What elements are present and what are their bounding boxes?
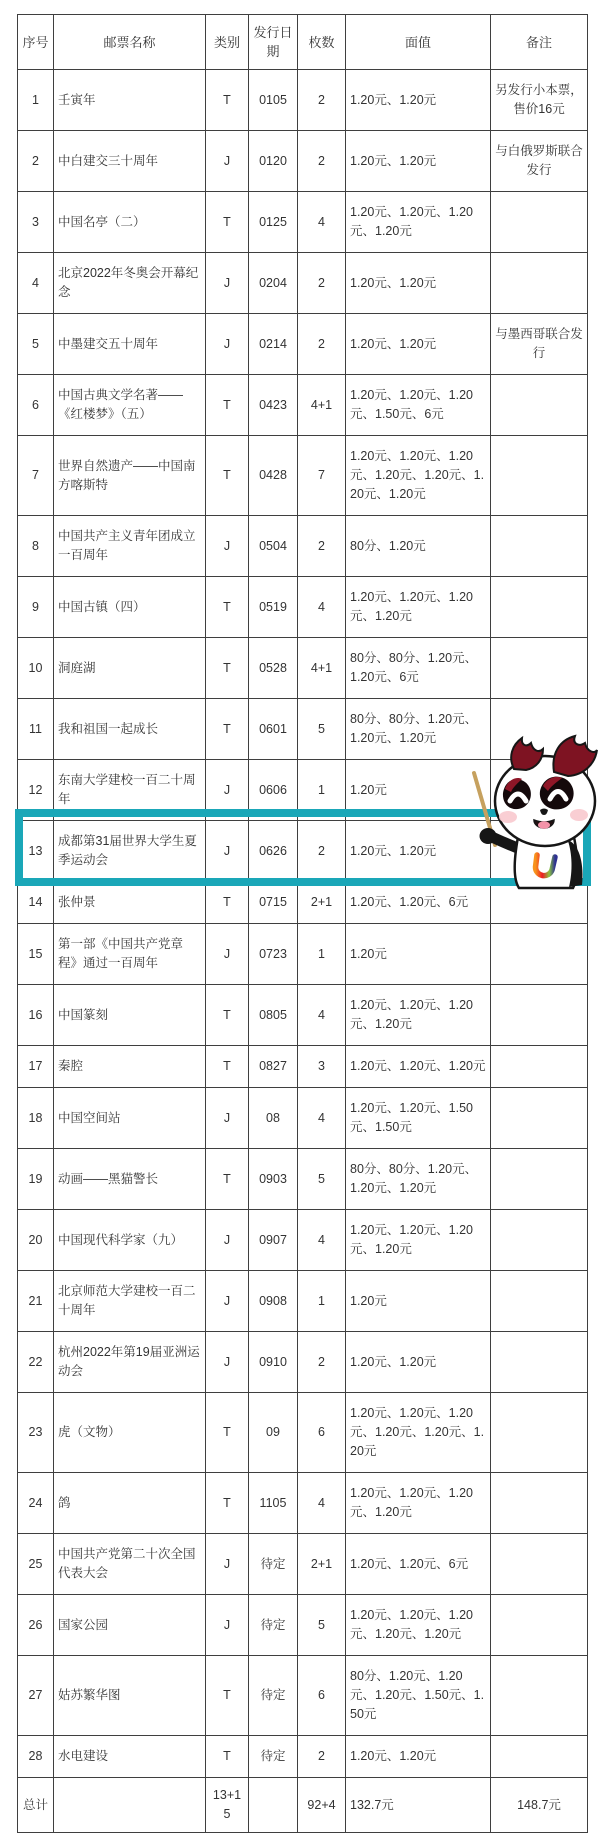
cell-count: 3	[298, 1046, 346, 1088]
cell-value: 1.20元、1.20元、1.50元、1.50元	[346, 1088, 491, 1149]
table-row	[18, 1210, 588, 1271]
cell-value: 80分、1.20元	[346, 516, 491, 577]
cell-name	[54, 1778, 206, 1833]
cell-category: J	[206, 1534, 249, 1595]
cell-remark	[491, 638, 588, 699]
cell-date: 0423	[249, 375, 298, 436]
cell-remark	[491, 253, 588, 314]
cell-value: 1.20元	[346, 760, 491, 821]
cell-remark	[491, 436, 588, 516]
table-row	[18, 1736, 588, 1778]
cell-date: 0528	[249, 638, 298, 699]
cell-name: 中国古典文学名著——《红楼梦》（五）	[54, 375, 206, 436]
cell-date: 08	[249, 1088, 298, 1149]
table-row	[18, 131, 588, 192]
cell-serial: 15	[18, 924, 54, 985]
cell-date: 1105	[249, 1473, 298, 1534]
cell-name: 中国现代科学家（九）	[54, 1210, 206, 1271]
cell-remark	[491, 1534, 588, 1595]
cell-value: 1.20元、1.20元	[346, 253, 491, 314]
cell-category: T	[206, 577, 249, 638]
cell-remark	[491, 516, 588, 577]
cell-serial: 2	[18, 131, 54, 192]
cell-serial: 14	[18, 882, 54, 924]
cell-serial: 27	[18, 1656, 54, 1736]
cell-name: 第一部《中国共产党章程》通过一百周年	[54, 924, 206, 985]
cell-value: 1.20元、1.20元、1.20元	[346, 1046, 491, 1088]
cell-remark	[491, 1656, 588, 1736]
cell-count: 5	[298, 1149, 346, 1210]
cell-name: 壬寅年	[54, 70, 206, 131]
cell-remark	[491, 1595, 588, 1656]
cell-serial: 总计	[18, 1778, 54, 1833]
cell-category: J	[206, 516, 249, 577]
cell-count: 4+1	[298, 638, 346, 699]
cell-count: 2	[298, 314, 346, 375]
cell-category: J	[206, 760, 249, 821]
cell-serial: 7	[18, 436, 54, 516]
cell-date: 0723	[249, 924, 298, 985]
cell-value: 1.20元、1.20元、1.20元、1.20元、1.20元、1.20元	[346, 1393, 491, 1473]
cell-serial: 18	[18, 1088, 54, 1149]
cell-remark	[491, 1210, 588, 1271]
col-header-date: 发行日期	[249, 15, 298, 70]
table-row	[18, 1271, 588, 1332]
table-row	[18, 1534, 588, 1595]
cell-value: 1.20元、1.20元、6元	[346, 1534, 491, 1595]
cell-remark	[491, 192, 588, 253]
cell-value: 1.20元、1.20元	[346, 1332, 491, 1393]
cell-name: 洞庭湖	[54, 638, 206, 699]
cell-value: 1.20元、1.20元	[346, 821, 491, 882]
cell-date: 0504	[249, 516, 298, 577]
cell-category: J	[206, 314, 249, 375]
cell-count: 4	[298, 577, 346, 638]
cell-serial: 13	[18, 821, 54, 882]
table-row	[18, 1046, 588, 1088]
table-row	[18, 1473, 588, 1534]
cell-name: 虎（文物）	[54, 1393, 206, 1473]
cell-category: J	[206, 1210, 249, 1271]
cell-value: 1.20元、1.20元、1.20元、1.50元、6元	[346, 375, 491, 436]
cell-remark	[491, 924, 588, 985]
cell-date: 0910	[249, 1332, 298, 1393]
cell-count: 2	[298, 1332, 346, 1393]
col-header-name: 邮票名称	[54, 15, 206, 70]
cell-count: 1	[298, 760, 346, 821]
cell-remark	[491, 760, 588, 821]
cell-count: 4	[298, 192, 346, 253]
cell-remark	[491, 882, 588, 924]
table-row	[18, 1149, 588, 1210]
cell-serial: 20	[18, 1210, 54, 1271]
cell-count: 6	[298, 1656, 346, 1736]
cell-category: J	[206, 821, 249, 882]
cell-category: J	[206, 1088, 249, 1149]
cell-remark: 另发行小本票，售价16元	[491, 70, 588, 131]
table-row	[18, 985, 588, 1046]
cell-name: 北京师范大学建校一百二十周年	[54, 1271, 206, 1332]
stamp-table	[17, 14, 588, 1833]
table-row	[18, 1656, 588, 1736]
cell-name: 国家公园	[54, 1595, 206, 1656]
cell-category: T	[206, 1046, 249, 1088]
table-row	[18, 192, 588, 253]
cell-date: 0105	[249, 70, 298, 131]
cell-name: 中国空间站	[54, 1088, 206, 1149]
cell-category: T	[206, 375, 249, 436]
table-header-row	[18, 15, 588, 70]
cell-count: 5	[298, 1595, 346, 1656]
table-row	[18, 699, 588, 760]
cell-serial: 9	[18, 577, 54, 638]
table-row	[18, 924, 588, 985]
cell-category: T	[206, 70, 249, 131]
cell-serial: 12	[18, 760, 54, 821]
cell-category: T	[206, 1736, 249, 1778]
table-row	[18, 577, 588, 638]
cell-date: 0125	[249, 192, 298, 253]
cell-date: 0626	[249, 821, 298, 882]
cell-name: 杭州2022年第19届亚洲运动会	[54, 1332, 206, 1393]
cell-serial: 1	[18, 70, 54, 131]
table-row	[18, 882, 588, 924]
cell-value: 1.20元、1.20元	[346, 1736, 491, 1778]
cell-serial: 25	[18, 1534, 54, 1595]
cell-serial: 21	[18, 1271, 54, 1332]
cell-category: T	[206, 638, 249, 699]
cell-name: 我和祖国一起成长	[54, 699, 206, 760]
cell-value: 80分、1.20元、1.20元、1.20元、1.50元、1.50元	[346, 1656, 491, 1736]
cell-serial: 26	[18, 1595, 54, 1656]
table-row	[18, 253, 588, 314]
cell-count: 2	[298, 131, 346, 192]
cell-category: T	[206, 1149, 249, 1210]
cell-date: 0715	[249, 882, 298, 924]
cell-date: 0827	[249, 1046, 298, 1088]
cell-serial: 3	[18, 192, 54, 253]
table-row	[18, 638, 588, 699]
cell-serial: 8	[18, 516, 54, 577]
cell-category: 13+15	[206, 1778, 249, 1833]
table-row	[18, 375, 588, 436]
cell-count: 1	[298, 1271, 346, 1332]
cell-remark	[491, 1393, 588, 1473]
table-row-highlighted	[18, 821, 588, 882]
cell-value: 80分、80分、1.20元、1.20元、1.20元	[346, 1149, 491, 1210]
cell-name: 水电建设	[54, 1736, 206, 1778]
cell-remark	[491, 1473, 588, 1534]
cell-serial: 10	[18, 638, 54, 699]
cell-serial: 22	[18, 1332, 54, 1393]
cell-date: 0120	[249, 131, 298, 192]
cell-count: 7	[298, 436, 346, 516]
cell-name: 中国篆刻	[54, 985, 206, 1046]
cell-category: T	[206, 192, 249, 253]
cell-value: 1.20元、1.20元、6元	[346, 882, 491, 924]
cell-count: 2+1	[298, 882, 346, 924]
cell-count: 5	[298, 699, 346, 760]
cell-category: T	[206, 699, 249, 760]
col-header-count: 枚数	[298, 15, 346, 70]
cell-serial: 4	[18, 253, 54, 314]
cell-serial: 5	[18, 314, 54, 375]
cell-count: 6	[298, 1393, 346, 1473]
cell-name: 世界自然遗产——中国南方喀斯特	[54, 436, 206, 516]
cell-category: J	[206, 1332, 249, 1393]
cell-date: 待定	[249, 1736, 298, 1778]
cell-value: 132.7元	[346, 1778, 491, 1833]
cell-count: 4	[298, 985, 346, 1046]
cell-value: 1.20元、1.20元	[346, 70, 491, 131]
cell-count: 2	[298, 821, 346, 882]
cell-name: 中国共产党第二十次全国代表大会	[54, 1534, 206, 1595]
cell-remark: 与墨西哥联合发行	[491, 314, 588, 375]
cell-category: T	[206, 1393, 249, 1473]
table-row	[18, 1088, 588, 1149]
cell-date	[249, 1778, 298, 1833]
cell-value: 1.20元、1.20元、1.20元、1.20元	[346, 1210, 491, 1271]
cell-name: 张仲景	[54, 882, 206, 924]
cell-count: 4	[298, 1088, 346, 1149]
table-row	[18, 314, 588, 375]
cell-serial: 28	[18, 1736, 54, 1778]
cell-date: 0601	[249, 699, 298, 760]
cell-value: 1.20元	[346, 924, 491, 985]
cell-remark	[491, 1046, 588, 1088]
cell-count: 2	[298, 253, 346, 314]
cell-category: T	[206, 985, 249, 1046]
cell-date: 0204	[249, 253, 298, 314]
cell-count: 4	[298, 1210, 346, 1271]
cell-serial: 19	[18, 1149, 54, 1210]
cell-date: 待定	[249, 1595, 298, 1656]
cell-serial: 24	[18, 1473, 54, 1534]
cell-date: 0214	[249, 314, 298, 375]
cell-name: 姑苏繁华图	[54, 1656, 206, 1736]
table-row	[18, 760, 588, 821]
cell-count: 92+4	[298, 1778, 346, 1833]
cell-count: 1	[298, 924, 346, 985]
col-header-category: 类别	[206, 15, 249, 70]
cell-count: 2	[298, 1736, 346, 1778]
cell-date: 09	[249, 1393, 298, 1473]
table-row	[18, 1595, 588, 1656]
cell-value: 1.20元、1.20元、1.20元、1.20元	[346, 577, 491, 638]
cell-remark	[491, 821, 588, 882]
cell-category: T	[206, 882, 249, 924]
col-header-serial: 序号	[18, 15, 54, 70]
cell-value: 1.20元、1.20元	[346, 314, 491, 375]
cell-name: 中国古镇（四）	[54, 577, 206, 638]
cell-name: 鸽	[54, 1473, 206, 1534]
cell-name: 动画——黑猫警长	[54, 1149, 206, 1210]
cell-date: 0903	[249, 1149, 298, 1210]
cell-name: 秦腔	[54, 1046, 206, 1088]
cell-date: 待定	[249, 1656, 298, 1736]
table-row	[18, 516, 588, 577]
cell-value: 1.20元、1.20元	[346, 131, 491, 192]
cell-name: 成都第31届世界大学生夏季运动会	[54, 821, 206, 882]
cell-remark: 与白俄罗斯联合发行	[491, 131, 588, 192]
table-row	[18, 70, 588, 131]
cell-value: 1.20元、1.20元、1.20元、1.20元	[346, 985, 491, 1046]
cell-value: 80分、80分、1.20元、1.20元、1.20元	[346, 699, 491, 760]
cell-name: 中国共产主义青年团成立一百周年	[54, 516, 206, 577]
cell-count: 4	[298, 1473, 346, 1534]
cell-serial: 11	[18, 699, 54, 760]
cell-remark	[491, 375, 588, 436]
cell-value: 1.20元	[346, 1271, 491, 1332]
cell-date: 0606	[249, 760, 298, 821]
cell-serial: 23	[18, 1393, 54, 1473]
table-row	[18, 1332, 588, 1393]
cell-remark	[491, 1736, 588, 1778]
cell-category: T	[206, 1656, 249, 1736]
cell-date: 0805	[249, 985, 298, 1046]
cell-remark	[491, 1271, 588, 1332]
cell-category: J	[206, 924, 249, 985]
cell-name: 东南大学建校一百二十周年	[54, 760, 206, 821]
cell-name: 北京2022年冬奥会开幕纪念	[54, 253, 206, 314]
cell-date: 0428	[249, 436, 298, 516]
cell-count: 4+1	[298, 375, 346, 436]
cell-category: T	[206, 1473, 249, 1534]
cell-date: 0519	[249, 577, 298, 638]
cell-count: 2+1	[298, 1534, 346, 1595]
cell-count: 2	[298, 516, 346, 577]
cell-value: 1.20元、1.20元、1.20元、1.20元、1.20元、1.20元、1.20元	[346, 436, 491, 516]
col-header-value: 面值	[346, 15, 491, 70]
cell-remark	[491, 1149, 588, 1210]
cell-category: T	[206, 436, 249, 516]
cell-date: 0907	[249, 1210, 298, 1271]
cell-date: 待定	[249, 1534, 298, 1595]
cell-value: 80分、80分、1.20元、1.20元、6元	[346, 638, 491, 699]
cell-category: J	[206, 131, 249, 192]
table-total-row	[18, 1778, 588, 1833]
cell-value: 1.20元、1.20元、1.20元、1.20元、1.20元	[346, 1595, 491, 1656]
cell-remark	[491, 1088, 588, 1149]
cell-remark	[491, 985, 588, 1046]
cell-category: J	[206, 1271, 249, 1332]
cell-remark	[491, 577, 588, 638]
table-row	[18, 436, 588, 516]
cell-count: 2	[298, 70, 346, 131]
cell-name: 中国名亭（二）	[54, 192, 206, 253]
cell-value: 1.20元、1.20元、1.20元、1.20元	[346, 1473, 491, 1534]
cell-remark	[491, 699, 588, 760]
cell-name: 中墨建交五十周年	[54, 314, 206, 375]
cell-date: 0908	[249, 1271, 298, 1332]
cell-remark: 148.7元	[491, 1778, 588, 1833]
cell-serial: 16	[18, 985, 54, 1046]
table-row	[18, 1393, 588, 1473]
cell-remark	[491, 1332, 588, 1393]
cell-serial: 17	[18, 1046, 54, 1088]
cell-category: J	[206, 1595, 249, 1656]
cell-name: 中白建交三十周年	[54, 131, 206, 192]
cell-serial: 6	[18, 375, 54, 436]
cell-value: 1.20元、1.20元、1.20元、1.20元	[346, 192, 491, 253]
cell-category: J	[206, 253, 249, 314]
col-header-remark: 备注	[491, 15, 588, 70]
